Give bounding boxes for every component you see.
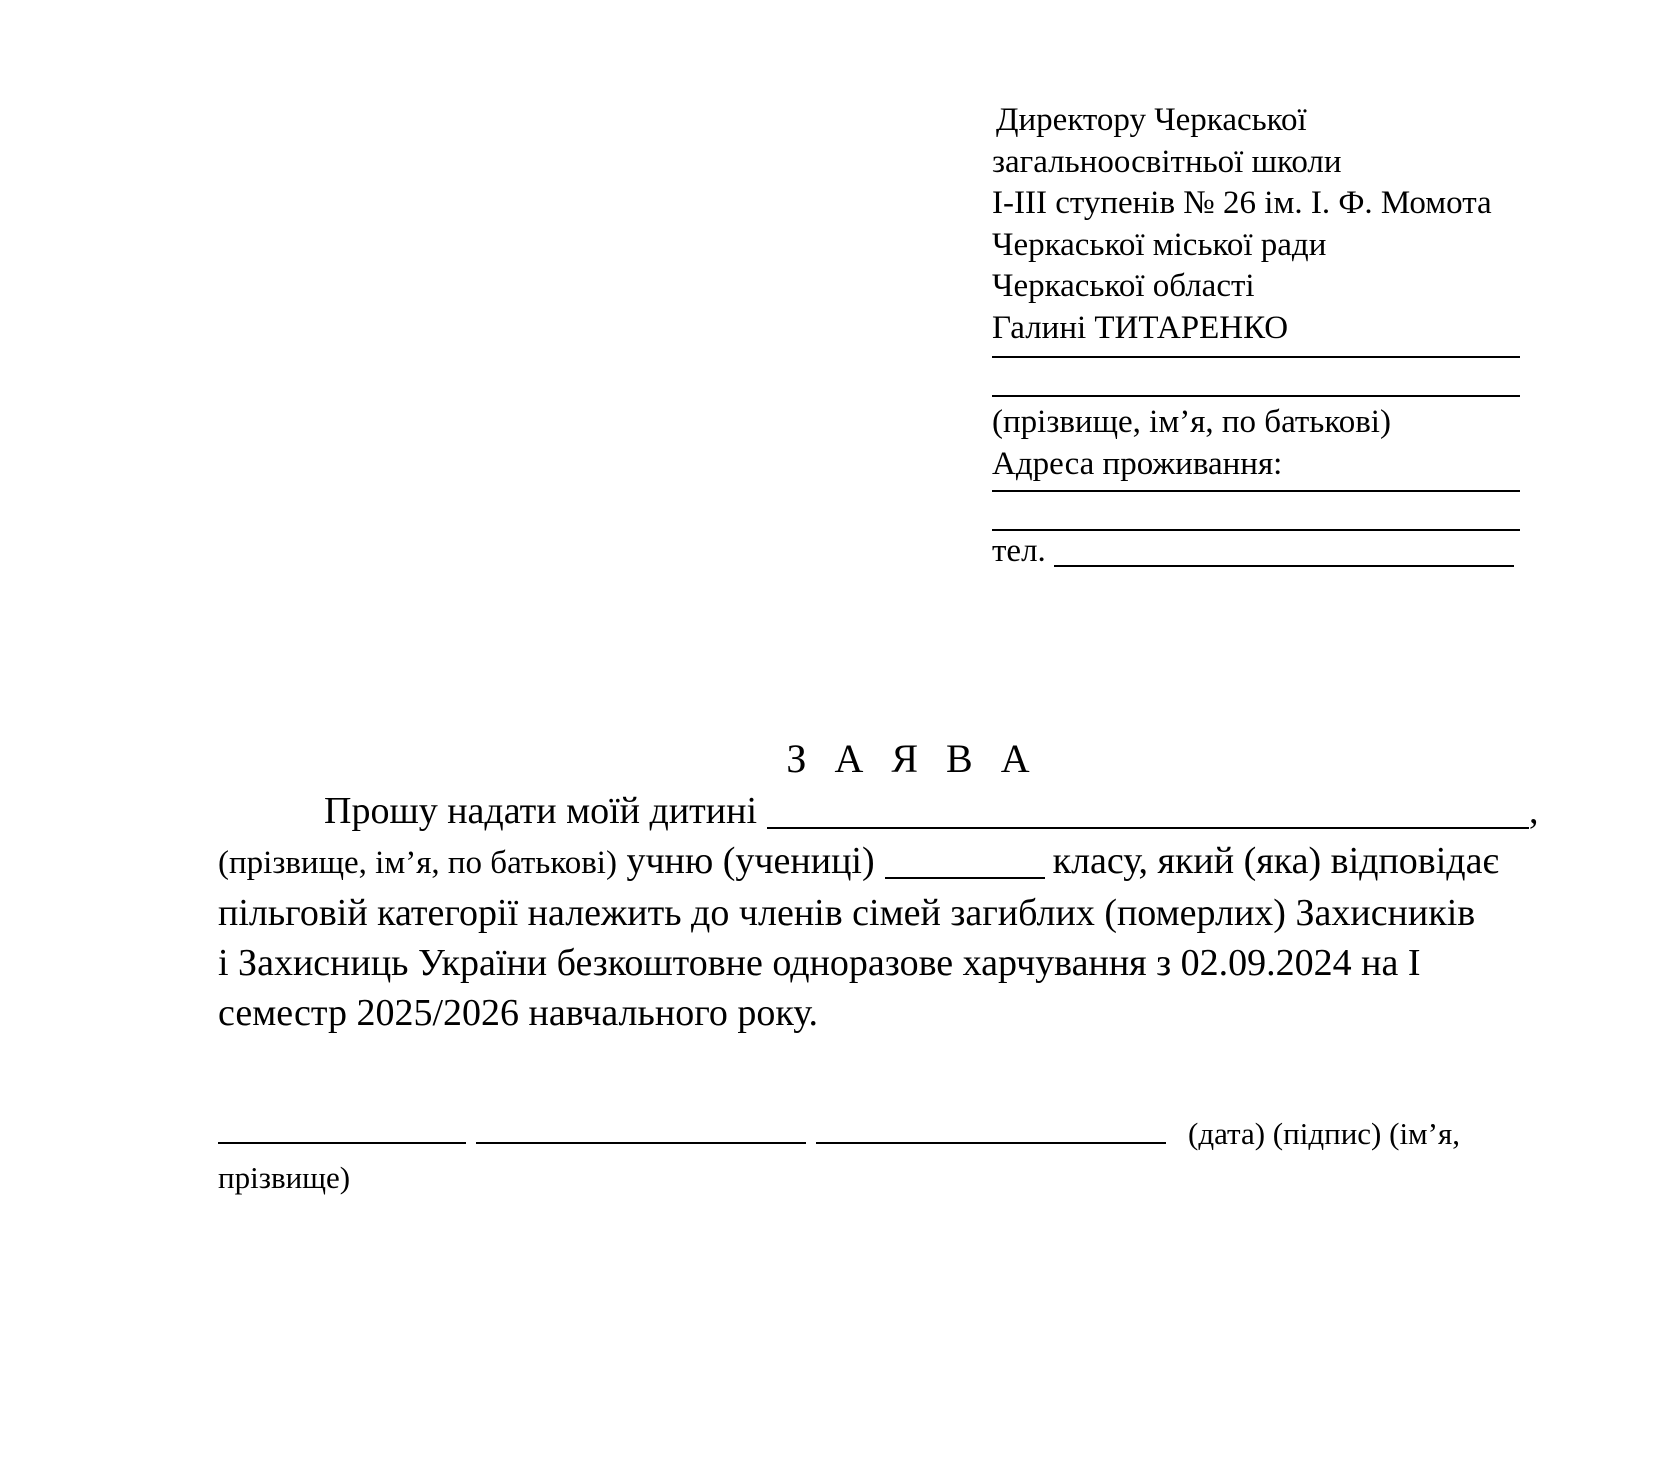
- date-blank[interactable]: [218, 1142, 466, 1144]
- body-line-5: семестр 2025/2026 навчального року.: [218, 992, 818, 1034]
- applicant-name-blank-1[interactable]: [992, 355, 1520, 358]
- signature-blank[interactable]: [476, 1142, 806, 1144]
- body-line-2: [218, 836, 1593, 888]
- tel-blank[interactable]: [1054, 565, 1514, 567]
- signature-row: [218, 1112, 1598, 1156]
- body-line-1: [218, 786, 1593, 836]
- statement-body: [218, 786, 1593, 1038]
- body-line-3: пільговій категорії належить до членів сімей загиблих (померлих) Захисників: [218, 892, 1476, 934]
- document-title: З А Я В А: [786, 736, 1039, 781]
- addressee-line-5: Черкаської області: [992, 268, 1255, 304]
- signature-block: [218, 1112, 1598, 1200]
- body-line-1-end: ,: [1529, 790, 1539, 832]
- tel-label: тел.: [992, 533, 1046, 569]
- address-blank-1[interactable]: [992, 489, 1520, 492]
- addressee-line-2: загальноосвітньої школи: [992, 143, 1342, 180]
- body-line-1-text: Прошу надати моїй дитині: [324, 790, 758, 832]
- addressee-line-6: Галині ТИТАРЕНКО: [992, 309, 1289, 346]
- addressee-block: [992, 100, 1552, 573]
- body-line-4: і Захисниць України безкоштовне одноразове харчування з 02.09.2024 на І: [218, 942, 1421, 984]
- body-line-2-text-b: класу, який (яка) відповідає: [1052, 840, 1499, 882]
- addressee-line-4: Черкаської міської ради: [992, 226, 1327, 263]
- name-blank[interactable]: [816, 1142, 1166, 1144]
- class-blank[interactable]: [885, 877, 1045, 879]
- address-label: Адреса проживання:: [992, 445, 1283, 482]
- addressee-line-1: Директору Черкаської: [996, 102, 1307, 138]
- child-name-caption: (прізвище, ім’я, по батькові): [218, 845, 617, 881]
- tel-row: [992, 531, 1552, 573]
- addressee-line-3: І-ІІІ ступенів № 26 ім. І. Ф. Момота: [992, 185, 1492, 221]
- applicant-name-blank-2[interactable]: [992, 394, 1520, 397]
- signature-caption: (дата) (підпис) (ім’я,: [1188, 1116, 1461, 1151]
- child-name-blank[interactable]: [767, 827, 1529, 829]
- applicant-name-caption: (прізвище, ім’я, по батькові): [992, 404, 1391, 440]
- signature-caption-continued: прізвище): [218, 1160, 351, 1195]
- body-line-2-text-a: учню (учениці): [626, 840, 875, 882]
